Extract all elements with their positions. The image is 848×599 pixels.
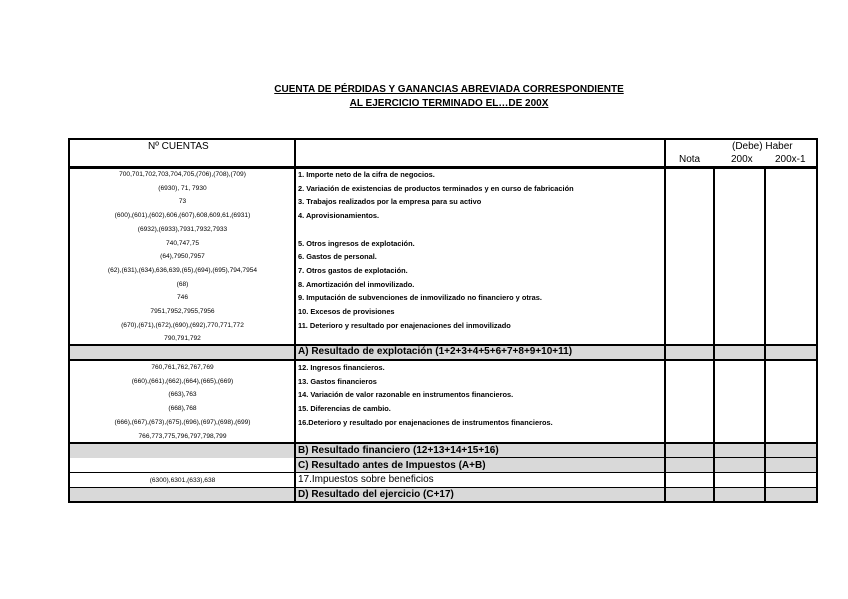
result-c-label: C) Resultado antes de Impuestos (A+B) bbox=[298, 460, 486, 471]
col-divider-nota bbox=[713, 167, 715, 503]
concept-label: 12. Ingresos financieros. bbox=[298, 363, 385, 372]
concept-label: 2. Variación de existencias de productos terminados y en curso de fabricación bbox=[298, 183, 574, 193]
concept-label: 13. Gastos financieros bbox=[298, 376, 377, 386]
account-codes: (6932),(6933),7931,7932,7933 bbox=[137, 225, 228, 233]
account-codes: 760,761,762,767,769 bbox=[151, 364, 214, 371]
account-codes: 7951,7952,7955,7956 bbox=[150, 308, 215, 315]
concept-label: 10. Excesos de provisiones bbox=[298, 307, 395, 316]
concept-label: 14. Variación de valor razonable en instrumentos financieros. bbox=[298, 390, 514, 400]
header-year-current: 200x bbox=[731, 154, 753, 165]
account-codes: 73 bbox=[178, 198, 187, 206]
report-title-line1: CUENTA DE PÉRDIDAS Y GANANCIAS ABREVIADA CORRESPONDIENTE bbox=[274, 84, 624, 95]
concept-label: 8. Amortización del inmovilizado. bbox=[298, 279, 415, 289]
report-title-line2: AL EJERCICIO TERMINADO EL…DE 200X bbox=[349, 98, 549, 109]
account-codes: 766,773,775,796,797,798,799 bbox=[138, 432, 227, 440]
header-debe-haber: (Debe) Haber bbox=[732, 141, 793, 152]
concept-label: 6. Gastos de personal. bbox=[298, 252, 377, 262]
concept-label: 11. Deterioro y resultado por enajenaciones del inmovilizado bbox=[298, 320, 511, 330]
tax-accounts: (6300),6301,(633),638 bbox=[149, 477, 216, 484]
tax-concept: 17.Impuestos sobre beneficios bbox=[298, 474, 434, 485]
concept-label: 7. Otros gastos de explotación. bbox=[298, 265, 408, 275]
account-codes: (68) bbox=[176, 280, 189, 288]
account-codes: (64),7950,7957 bbox=[160, 253, 205, 261]
account-codes: 740,747,75 bbox=[165, 239, 199, 247]
account-codes: (600),(601),(602),606,(607),608,609,61,(6931) bbox=[114, 212, 251, 220]
account-codes: (663),763 bbox=[168, 391, 197, 399]
concept-label: 15. Diferencias de cambio. bbox=[298, 404, 391, 414]
account-codes: (62),(631),(634),636,639,(65),(694),(695),794,7954 bbox=[107, 266, 258, 274]
concept-label: 3. Trabajos realizados por la empresa para su activo bbox=[298, 197, 482, 207]
account-codes: (670),(671),(672),(690),(692),770,771,772 bbox=[121, 321, 244, 329]
header-accounts: Nº CUENTAS bbox=[148, 141, 209, 152]
col-divider-year bbox=[764, 167, 766, 503]
concept-label: 5. Otros ingresos de explotación. bbox=[298, 238, 415, 248]
account-codes: 746 bbox=[176, 294, 188, 302]
header-year-previous: 200x-1 bbox=[775, 154, 806, 165]
result-b-label: B) Resultado financiero (12+13+14+15+16) bbox=[298, 445, 499, 456]
result-d-label: D) Resultado del ejercicio (C+17) bbox=[298, 489, 454, 500]
concept-label: 1. Importe neto de la cifra de negocios. bbox=[298, 170, 435, 179]
concept-label: 4. Aprovisionamientos. bbox=[298, 211, 380, 221]
result-a-label: A) Resultado de explotación (1+2+3+4+5+6+7+8+9+10+11) bbox=[298, 346, 573, 357]
concept-label: 9. Imputación de subvenciones de inmovilizado no financiero y otras. bbox=[298, 293, 542, 303]
account-codes: 700,701,702,703,704,705,(706),(708),(709) bbox=[119, 171, 246, 178]
line-below-result-c bbox=[68, 472, 818, 473]
account-codes: (660),(661),(662),(664),(665),(669) bbox=[131, 377, 234, 385]
col-divider-concept bbox=[664, 138, 666, 503]
account-codes: 790,791,792 bbox=[164, 335, 201, 343]
header-nota: Nota bbox=[679, 154, 701, 165]
account-codes: (6930), 71, 7930 bbox=[158, 184, 207, 192]
concept-label: 16.Deterioro y resultado por enajenaciones de instrumentos financieros. bbox=[298, 417, 553, 427]
line-below-result-b bbox=[295, 457, 818, 458]
account-codes: (666),(667),(673),(675),(696),(697),(698),(699) bbox=[114, 418, 251, 426]
account-codes: (668),768 bbox=[168, 405, 197, 413]
